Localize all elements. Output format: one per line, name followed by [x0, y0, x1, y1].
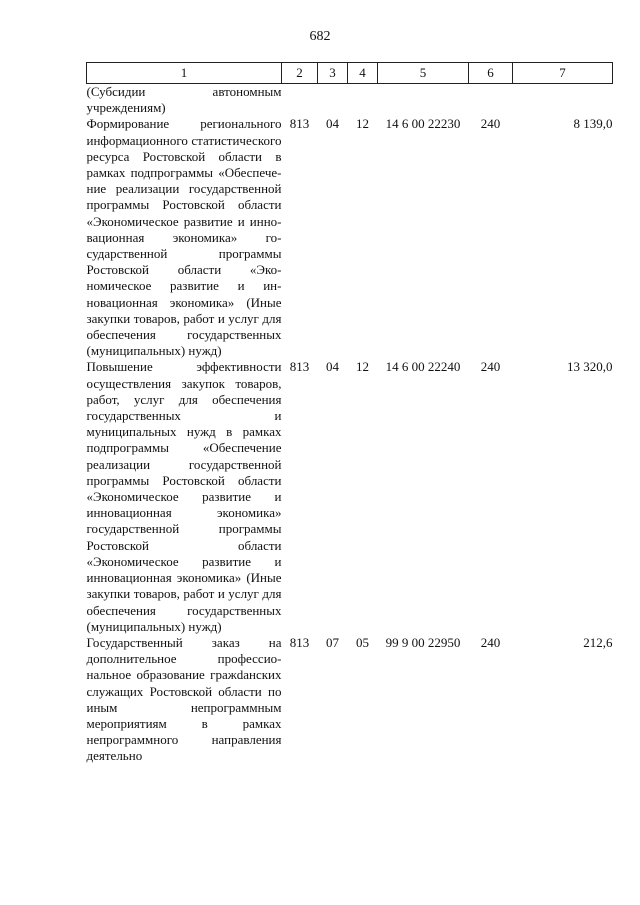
row-col3 — [318, 84, 348, 117]
row-col6: 240 — [480, 634, 501, 650]
column-header-6: 6 — [469, 63, 513, 84]
row-col4: 12 — [356, 116, 369, 132]
row-col3: 04 — [326, 116, 339, 132]
row-col4: 05 — [356, 634, 369, 650]
row-col6: 240 — [480, 359, 501, 375]
row-description: Формирование регионального информационного статистического ресурса Ростовской области в рамках подпрограммы «Обеспечение реализации государственной программы Ростовской области «Экономическое развитие и инновационная экономика» государственной программы Ростовской области «Экономическое развитие и инновационная экономика» (Иные закупки товаров, работ и услуг для обеспечения государственных (муниципальных) нужд) — [86, 116, 282, 359]
column-header-4: 4 — [348, 63, 378, 84]
row-col3: 07 — [326, 634, 339, 650]
row-col2: 813 — [289, 116, 310, 132]
page-number: 682 — [309, 29, 331, 44]
table-row — [87, 635, 613, 765]
row-col2: 813 — [289, 634, 310, 650]
row-col2 — [282, 84, 318, 117]
row-col2: 813 — [289, 359, 310, 375]
column-header-5: 5 — [378, 63, 469, 84]
table-row — [87, 84, 613, 117]
row-col6 — [469, 84, 513, 117]
row-col7: 212,6 — [583, 634, 613, 650]
row-col5: 14 6 00 22230 — [385, 116, 461, 132]
row-description: Повышение эффективности осуществления закупок товаров, работ, услуг для обеспечения государственных и муниципальных нужд в рамках подпрограммы «Обеспечение реализации государственной программы Ростовской области «Экономическое развитие и инновационная экономика» государственной программы Ростовской области «Экономическое развитие и инновационная экономика» (Иные закупки товаров, работ и услуг для обеспечения государственных (муниципальных) нужд) — [86, 359, 282, 634]
column-header-3: 3 — [318, 63, 348, 84]
row-col7 — [513, 84, 613, 117]
row-col7: 8 139,0 — [573, 116, 613, 132]
table-header-row — [87, 63, 613, 84]
row-col4 — [348, 84, 378, 117]
table-row — [87, 116, 613, 359]
row-col4: 12 — [356, 359, 369, 375]
table-row — [87, 359, 613, 634]
column-header-7: 7 — [513, 63, 613, 84]
row-col5: 14 6 00 22240 — [385, 359, 461, 375]
column-header-1: 1 — [87, 63, 282, 84]
column-header-2: 2 — [282, 63, 318, 84]
row-col3: 04 — [326, 359, 339, 375]
row-col6: 240 — [480, 116, 501, 132]
row-col5: 99 9 00 22950 — [385, 634, 461, 650]
row-description: (Субсидии автономным учреждениям) — [86, 84, 282, 116]
row-col7: 13 320,0 — [567, 359, 613, 375]
row-description: Государственный заказ на дополнительное профессиональное образование гражdанских служащих Ростовской области по иным непрограммным мероприятиям в рамках непрограммного направления деятельно — [86, 634, 282, 764]
budget-table — [86, 62, 613, 765]
row-col5 — [378, 84, 469, 117]
